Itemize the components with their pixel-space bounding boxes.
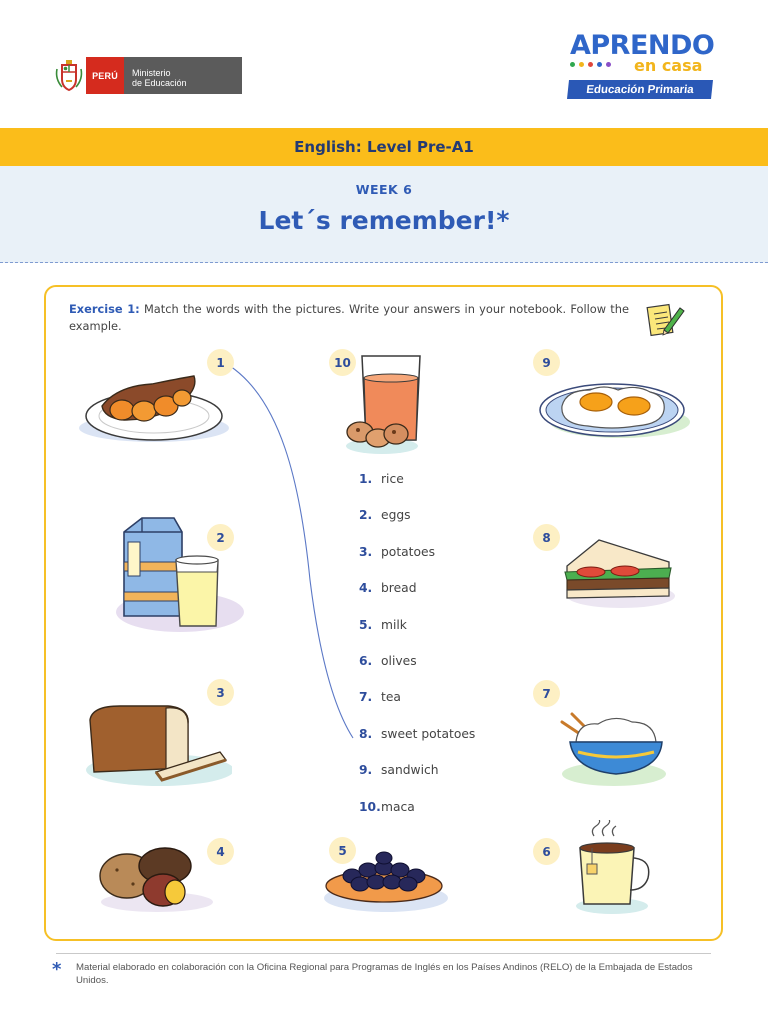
list-item-word: sandwich [381,763,439,778]
list-item-word: milk [381,617,407,632]
list-item-word: rice [381,472,404,486]
list-item [359,472,475,508]
list-item [359,763,475,799]
ministry-label [124,57,242,94]
notebook-pencil-icon [646,302,686,338]
list-item [359,727,475,763]
peru-label: PERÚ [86,57,124,94]
list-item [359,545,475,581]
list-item-number: 4. [359,581,373,596]
list-item-number: 8. [359,726,373,741]
footnote-text: Material elaborado en colaboración con la Oficina Regional para Programas de Inglés en los Países Andinos (RELO) de la Embajada de Estados Unidos. [76,962,693,986]
list-item-number: 7. [359,690,373,705]
tea-picture [572,820,658,915]
eggs-picture [532,376,694,442]
maca-picture [338,352,428,454]
list-item-number: 5. [359,617,373,632]
list-item-word: eggs [381,508,411,523]
picture-number-badge: 2 [207,524,234,551]
aprendo-en-casa-logo [566,30,716,102]
list-item-word: bread [381,581,417,596]
list-item [359,618,475,654]
government-logo [52,57,242,94]
brand-dots [570,62,611,67]
list-item [359,800,475,836]
list-item-number: 2. [359,508,373,523]
brand-subtitle: en casa [634,56,703,75]
brand-level-banner: Educación Primaria [567,80,713,99]
list-item [359,508,475,544]
exercise-label: Exercise 1: [69,302,140,316]
level-bar [0,128,768,166]
list-item-word: potatoes [381,544,436,559]
list-item-word: sweet potatoes [381,726,476,741]
list-item [359,581,475,617]
milk-picture [90,512,246,637]
olives-picture [322,848,450,914]
picture-number-badge: 5 [329,837,356,864]
sandwich-picture [555,536,677,610]
footer-divider [56,953,711,954]
list-item [359,654,475,690]
course-level: English: Level Pre-A1 [294,138,474,156]
list-item-number: 10. [359,799,381,814]
list-item-word: maca [381,799,415,814]
list-item-word: olives [381,653,417,668]
rice-picture [558,700,666,790]
list-item-number: 9. [359,763,373,778]
picture-number-badge: 10 [329,349,356,376]
bread-picture [80,700,232,790]
coat-of-arms-icon [52,57,86,94]
ministry-line-2: de Educación [132,78,187,88]
ministry-line-1: Ministerio [132,68,171,78]
list-item [359,690,475,726]
picture-number-badge: 4 [207,838,234,865]
page-title: Let´s remember!* [258,206,510,235]
week-label: WEEK 6 [355,182,413,197]
list-item-number: 1. [359,472,373,486]
title-band [0,166,768,263]
footnote-marker: * [52,959,62,980]
picture-number-badge: 3 [207,679,234,706]
picture-number-badge: 8 [533,524,560,551]
potatoes-picture [95,840,215,916]
list-item-number: 6. [359,653,373,668]
list-item-word: tea [381,690,401,705]
brand-title: APRENDO [570,30,715,61]
word-list [359,472,475,836]
list-item-number: 3. [359,544,373,559]
sweet-potatoes-picture [72,368,230,448]
page-header [0,0,768,128]
picture-number-badge: 6 [533,838,560,865]
exercise-instruction-text: Match the words with the pictures. Write your answers in your notebook. Follow the example. [69,302,629,333]
picture-number-badge: 9 [533,349,560,376]
exercise-instruction [69,301,629,335]
picture-number-badge: 1 [207,349,234,376]
picture-number-badge: 7 [533,680,560,707]
